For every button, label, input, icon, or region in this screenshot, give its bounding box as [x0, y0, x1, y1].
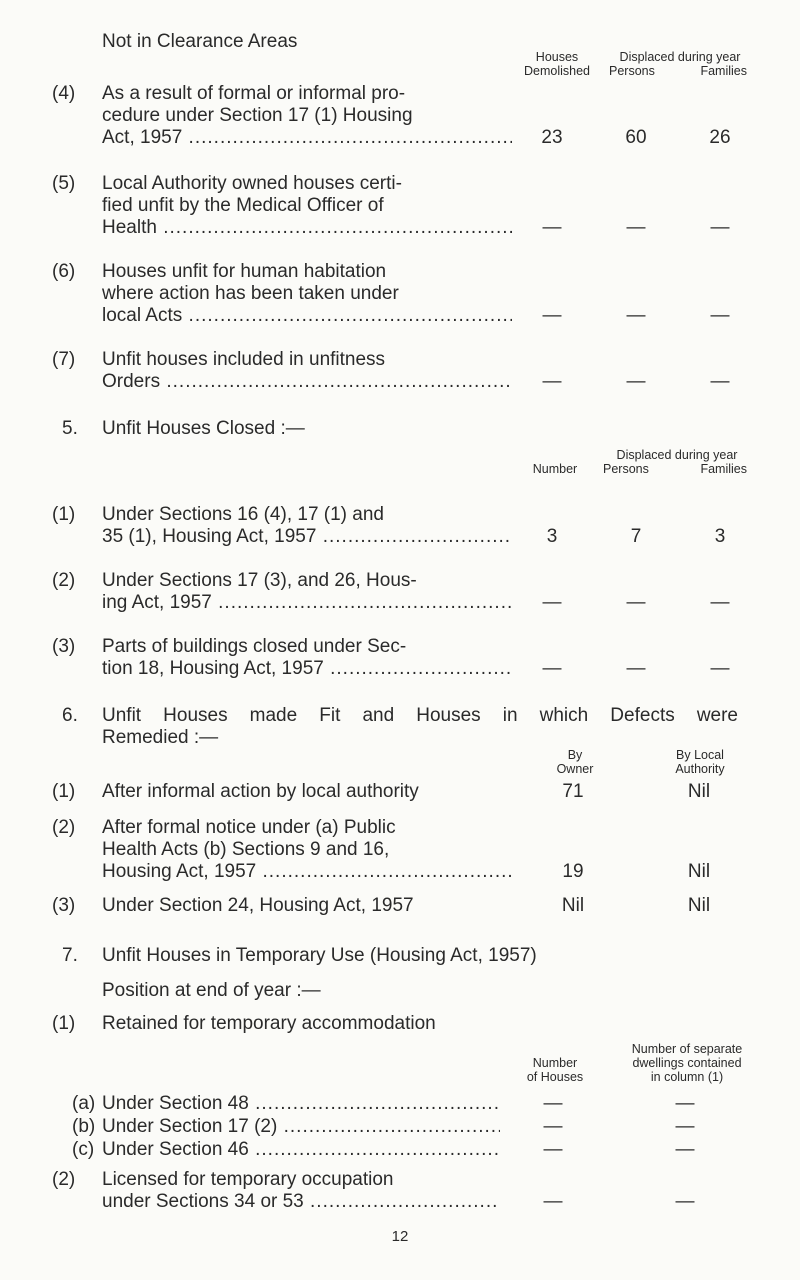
value-families: 3 [714, 526, 726, 547]
item-line-leader: ing Act, 1957 ..... [102, 591, 512, 614]
section-number: 7. [62, 945, 78, 966]
item-number: (3) [52, 895, 76, 916]
value-by-local-authority: Nil [687, 895, 711, 916]
value-persons: 60 [625, 127, 647, 148]
item-line: Local Authority owned houses certi- [102, 173, 402, 194]
section-title: Unfit Houses in Temporary Use (Housing Act, 1957) [102, 945, 537, 966]
item-line-leader: 35 (1), Housing Act, 1957 ..... [102, 525, 512, 548]
section-title: Not in Clearance Areas [102, 31, 298, 52]
item-line-leader: Housing Act, 1957 ..... [102, 860, 512, 883]
value-separate-dwellings: — [675, 1191, 695, 1212]
item-line-leader: local Acts ..... [102, 304, 512, 327]
value-persons: — [626, 592, 646, 613]
value-families: — [710, 217, 730, 238]
item-line-leader: Under Section 46 ..... [102, 1138, 500, 1161]
value-number-of-houses: — [543, 1116, 563, 1137]
item-number: (a) [72, 1093, 96, 1114]
section-number: 6. [62, 705, 78, 726]
value-families: — [710, 658, 730, 679]
column-header-displaced: Displaced during year Persons Families [603, 448, 747, 476]
item-number: (b) [72, 1116, 96, 1137]
value-separate-dwellings: — [675, 1116, 695, 1137]
item-line: where action has been taken under [102, 283, 399, 304]
value-number-of-houses: — [543, 1191, 563, 1212]
value-by-owner: Nil [561, 895, 585, 916]
item-number: (1) [52, 1013, 76, 1034]
value-persons: — [626, 305, 646, 326]
value-separate-dwellings: — [675, 1139, 695, 1160]
item-line: Health Acts (b) Sections 9 and 16, [102, 839, 390, 860]
item-line: Unfit houses included in unfitness [102, 349, 386, 370]
value-houses: — [542, 371, 562, 392]
item-number: (6) [52, 261, 76, 282]
item-number: (7) [52, 349, 76, 370]
item-line-leader: Act, 1957 ..... [102, 126, 512, 149]
value-persons: — [626, 371, 646, 392]
column-header-number: Number [532, 462, 578, 476]
value-number-of-houses: — [543, 1093, 563, 1114]
value-number: 3 [546, 526, 558, 547]
section-title-cont: Remedied :— [102, 727, 219, 748]
value-by-local-authority: Nil [687, 861, 711, 882]
item-line-leader: Under Section 48 ..... [102, 1092, 500, 1115]
item-line: Parts of buildings closed under Sec- [102, 636, 407, 657]
value-families: — [710, 305, 730, 326]
section-title: Unfit Houses Closed :— [102, 418, 305, 439]
value-by-local-authority: Nil [687, 781, 711, 802]
item-number: (3) [52, 636, 76, 657]
value-by-owner: 19 [562, 861, 584, 882]
position-text: Position at end of year :— [102, 980, 321, 1001]
item-line: After informal action by local authority [102, 781, 419, 802]
value-families: — [710, 592, 730, 613]
item-line-leader: under Sections 34 or 53 ..... [102, 1190, 500, 1213]
section-title: Unfit Houses made Fit and Houses in which Defects were [102, 705, 738, 726]
value-number: — [542, 658, 562, 679]
item-number: (2) [52, 817, 76, 838]
value-separate-dwellings: — [675, 1093, 695, 1114]
item-number: (5) [52, 173, 76, 194]
value-persons: 7 [630, 526, 642, 547]
item-line-leader: Orders ..... [102, 370, 512, 393]
item-number: (2) [52, 1169, 76, 1190]
item-line: Licensed for temporary occupation [102, 1169, 394, 1190]
value-persons: — [626, 217, 646, 238]
item-line: Under Sections 16 (4), 17 (1) and [102, 504, 384, 525]
item-line-leader: tion 18, Housing Act, 1957 ..... [102, 657, 512, 680]
value-by-owner: 71 [562, 781, 584, 802]
value-families: 26 [709, 127, 731, 148]
value-houses: — [542, 217, 562, 238]
item-line: fied unfit by the Medical Officer of [102, 195, 384, 216]
item-number: (2) [52, 570, 76, 591]
column-header-by-local-authority: By Local Authority [675, 748, 725, 776]
item-line: Under Sections 17 (3), and 26, Hous- [102, 570, 417, 591]
item-line: After formal notice under (a) Public [102, 817, 396, 838]
value-number: — [542, 592, 562, 613]
item-line: Under Section 24, Housing Act, 1957 [102, 895, 414, 916]
item-number: (c) [72, 1139, 95, 1160]
page-number: 12 [391, 1228, 409, 1245]
value-persons: — [626, 658, 646, 679]
item-line: As a result of formal or informal pro- [102, 83, 406, 104]
item-number: (1) [52, 781, 76, 802]
item-line: Retained for temporary accommodation [102, 1013, 436, 1034]
column-header-number-of-houses: Number of Houses [526, 1056, 584, 1084]
item-line-leader: Health ..... [102, 216, 512, 239]
item-line: cedure under Section 17 (1) Housing [102, 105, 413, 126]
item-line-leader: Under Section 17 (2) ..... [102, 1115, 500, 1138]
item-number: (4) [52, 83, 76, 104]
item-line: Houses unfit for human habitation [102, 261, 387, 282]
item-number: (1) [52, 504, 76, 525]
column-header-displaced: Displaced during year Persons Families [609, 50, 747, 78]
column-header-by-owner: By Owner [556, 748, 594, 776]
section-number: 5. [62, 418, 78, 439]
value-families: — [710, 371, 730, 392]
column-header-houses: Houses Demolished [523, 50, 590, 78]
column-header-separate-dwellings: Number of separate dwellings contained in column (1) [631, 1042, 743, 1084]
value-number-of-houses: — [543, 1139, 563, 1160]
value-houses: — [542, 305, 562, 326]
value-houses: 23 [541, 127, 563, 148]
